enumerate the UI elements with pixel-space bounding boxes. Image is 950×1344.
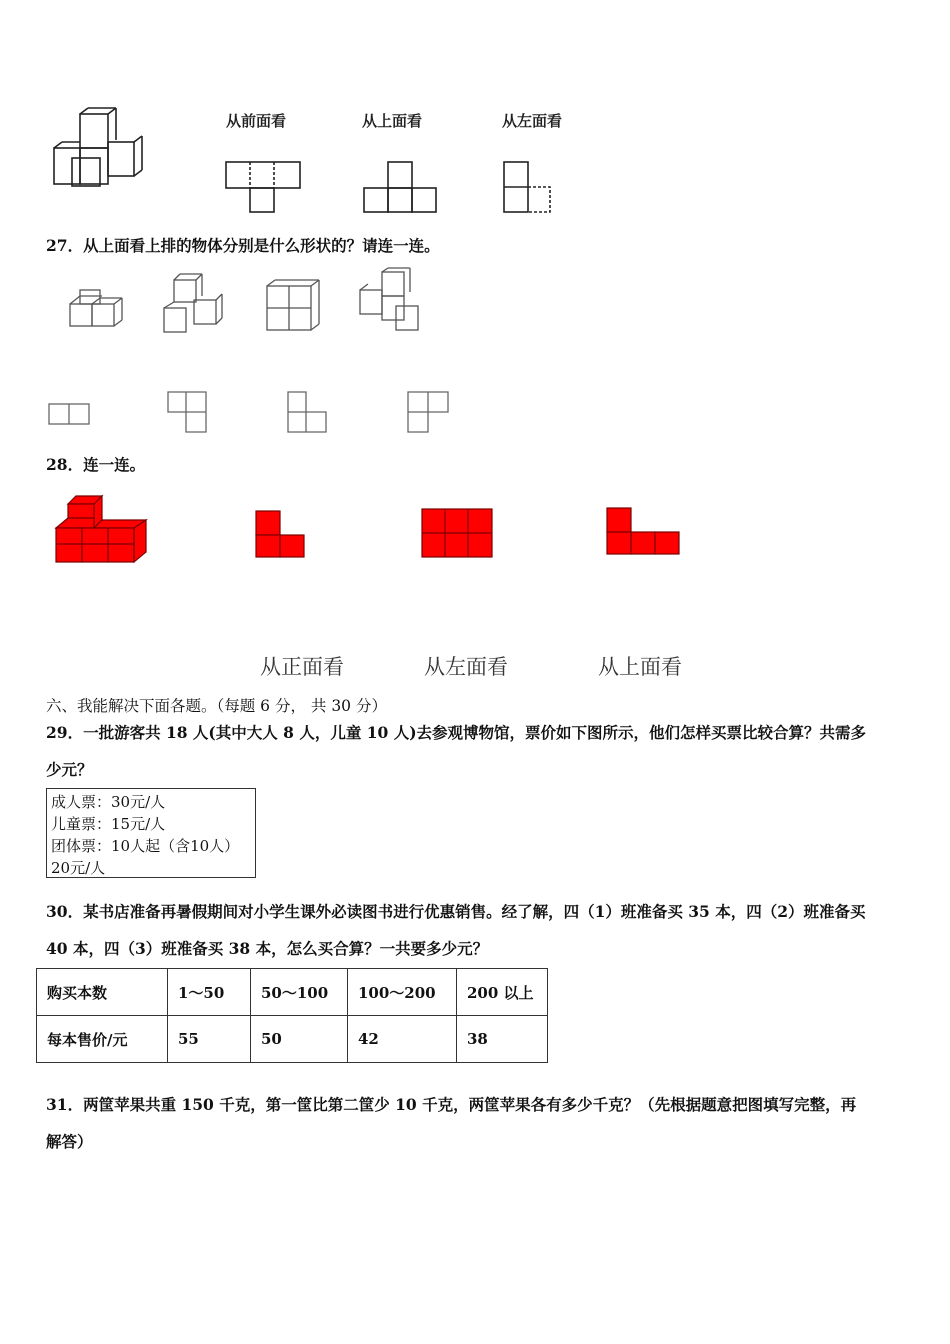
q27-top-view-1 <box>48 402 92 426</box>
q28-view-2 <box>420 507 494 559</box>
question-30-line2: 40 本，四（3）班准备买 38 本，怎么买合算？一共要多少元？ <box>46 939 489 958</box>
table-row <box>37 969 548 1016</box>
q28-view-label-front: 从正面看 <box>260 655 344 679</box>
q28-view-1 <box>254 509 306 559</box>
front-view-label: 从前面看 <box>226 112 287 130</box>
table-cell: 55 <box>168 1016 251 1063</box>
question-31-line1: 31．两筐苹果共重 150 千克，第一筐比第二筐少 10 千克，两筐苹果各有多少千克？（先根据题意把图填写完整，再 <box>46 1095 857 1114</box>
question-30-line1: 30．某书店准备再暑假期间对小学生课外必读图书进行优惠销售。经了解，四（1）班准备买 35 本，四（2）班准备买 <box>46 902 866 921</box>
q28-view-3 <box>605 506 681 556</box>
table-cell: 200 以上 <box>457 969 548 1016</box>
q27-solid-3 <box>265 278 321 332</box>
top-view-label: 从上面看 <box>362 112 423 130</box>
q28-red-solid <box>54 494 150 566</box>
ticket-child: 儿童票：15元/人 <box>51 815 166 833</box>
question-31-line2: 解答） <box>46 1132 93 1151</box>
table-row <box>37 1016 548 1063</box>
table-cell: 100～200 <box>348 969 457 1016</box>
table-cell: 38 <box>457 1016 548 1063</box>
table-cell: 1～50 <box>168 969 251 1016</box>
table-cell: 50 <box>251 1016 348 1063</box>
q28-view-label-top: 从上面看 <box>598 655 682 679</box>
section-6-title: 六、我能解决下面各题。（每题 6 分， 共 30 分） <box>46 697 387 715</box>
top-view-figure <box>362 160 440 214</box>
q28-view-label-left: 从左面看 <box>424 655 508 679</box>
ticket-group-price: 20元/人 <box>51 859 106 877</box>
ticket-price-box <box>46 788 256 878</box>
question-27: 27．从上面看上排的物体分别是什么形状的？请连一连。 <box>46 236 440 255</box>
q27-top-view-4 <box>406 390 452 436</box>
table-cell: 50～100 <box>251 969 348 1016</box>
question-29-line1: 29．一批游客共 18 人(其中大人 8 人，儿童 10 人)去参观博物馆，票价如下图所示，他们怎样买票比较合算？共需多 <box>46 723 867 742</box>
q27-top-view-3 <box>286 390 330 436</box>
left-view-figure <box>502 160 558 216</box>
question-28: 28．连一连。 <box>46 455 146 474</box>
table-cell: 每本售价/元 <box>37 1016 168 1063</box>
q27-top-view-2 <box>166 390 210 436</box>
book-price-table <box>36 968 548 1063</box>
question-29-line2: 少元？ <box>46 760 93 779</box>
cube-solid-figure <box>50 108 160 190</box>
q27-solid-4 <box>358 268 424 334</box>
left-view-label: 从左面看 <box>502 112 563 130</box>
q27-solid-1 <box>68 286 124 330</box>
table-cell: 42 <box>348 1016 457 1063</box>
q27-solid-2 <box>162 274 226 336</box>
ticket-group: 团体票：10人起（含10人） <box>51 837 240 855</box>
front-view-figure <box>224 160 304 214</box>
ticket-adult: 成人票：30元/人 <box>51 793 166 811</box>
table-cell: 购买本数 <box>37 969 168 1016</box>
